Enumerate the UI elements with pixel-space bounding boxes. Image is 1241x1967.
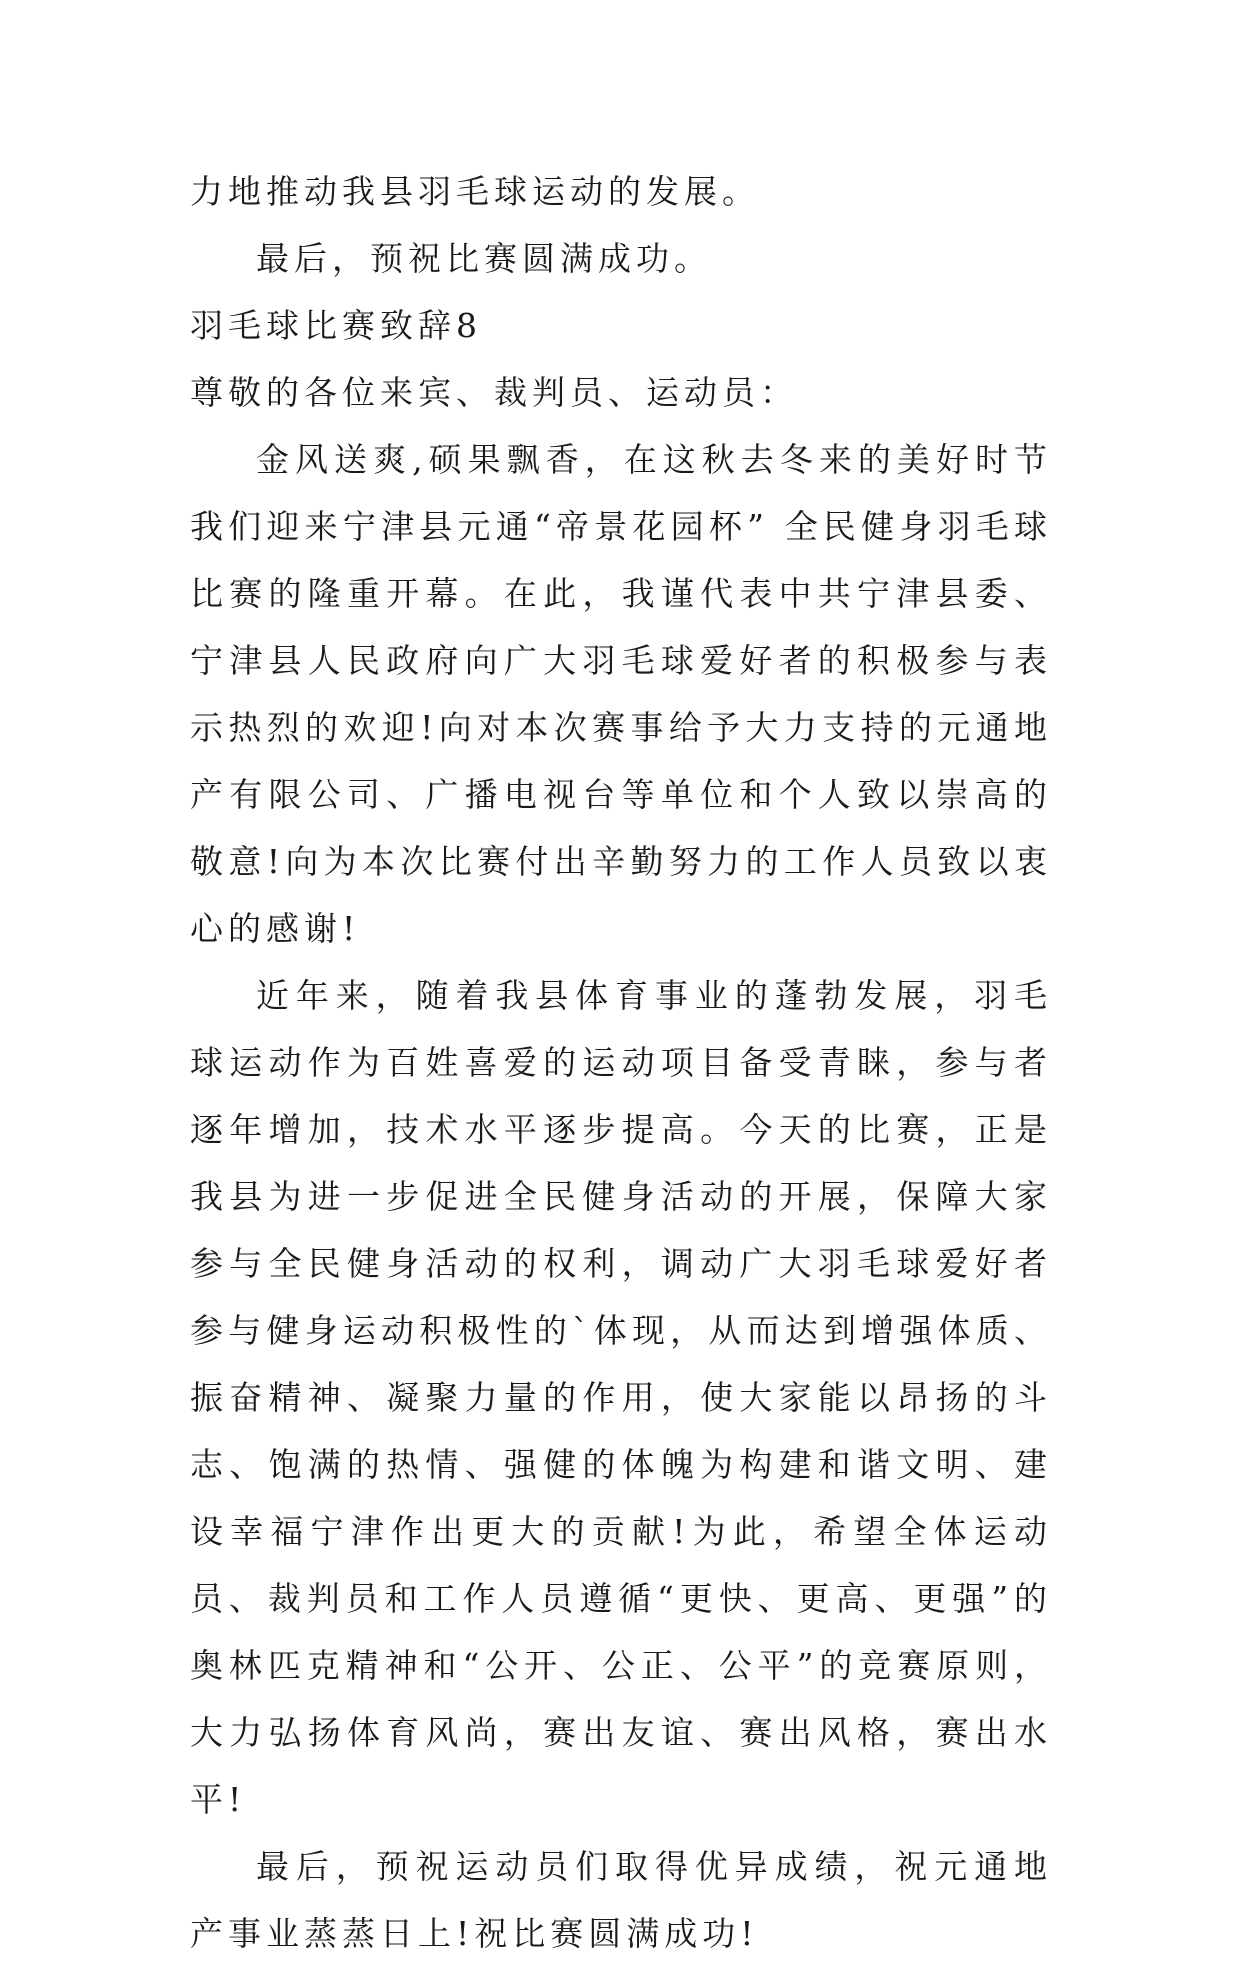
paragraph-development: 近年来，随着我县体育事业的蓬勃发展，羽毛球运动作为百姓喜爱的运动项目备受青睐，参与者逐年增加，技术水平逐步提高。今天的比赛，正是我县为进一步促进全民健身活动的开展，保障大家参与全民健身活动的权利，调动广大羽毛球爱好者参与健身运动积极性的`体现，从而达到增强体质、振奋精神、凝聚力量的作用，使大家能以昂扬的斗志、饱满的热情、强健的体魄为构建和谐文明、建设幸福宁津作出更大的贡献!为此，希望全体运动员、裁判员和工作人员遵循“更快、更高、更强”的奥林匹克精神和“公开、公正、公平”的竞赛原则，大力弘扬体育风尚，赛出友谊、赛出风格，赛出水平!: [190, 976, 1052, 1819]
paragraph-continuation: 力地推动我县羽毛球运动的发展。: [190, 172, 760, 211]
paragraph-final-wishes: 最后，预祝运动员们取得优异成绩，祝元通地产事业蒸蒸日上!祝比赛圆满成功!: [190, 1847, 1052, 1953]
salutation: 尊敬的各位来宾、裁判员、运动员：: [190, 373, 798, 412]
paragraph-welcome: 金风送爽,硕果飘香，在这秋去冬来的美好时节我们迎来宁津县元通“帝景花园杯” 全民健身羽毛球比赛的隆重开幕。在此，我谨代表中共宁津县委、宁津县人民政府向广大羽毛球爱好者的积极参与表示热烈的欢迎!向对本次赛事给予大力支持的元通地产有限公司、广播电视台等单位和个人致以崇高的敬意!向为本次比赛付出辛勤努力的工作人员致以衷心的感谢!: [190, 440, 1052, 948]
section-heading: 羽毛球比赛致辞8: [190, 306, 482, 345]
paragraph-closing-wish: 最后，预祝比赛圆满成功。: [256, 239, 712, 278]
document-body: [190, 158, 1052, 1967]
